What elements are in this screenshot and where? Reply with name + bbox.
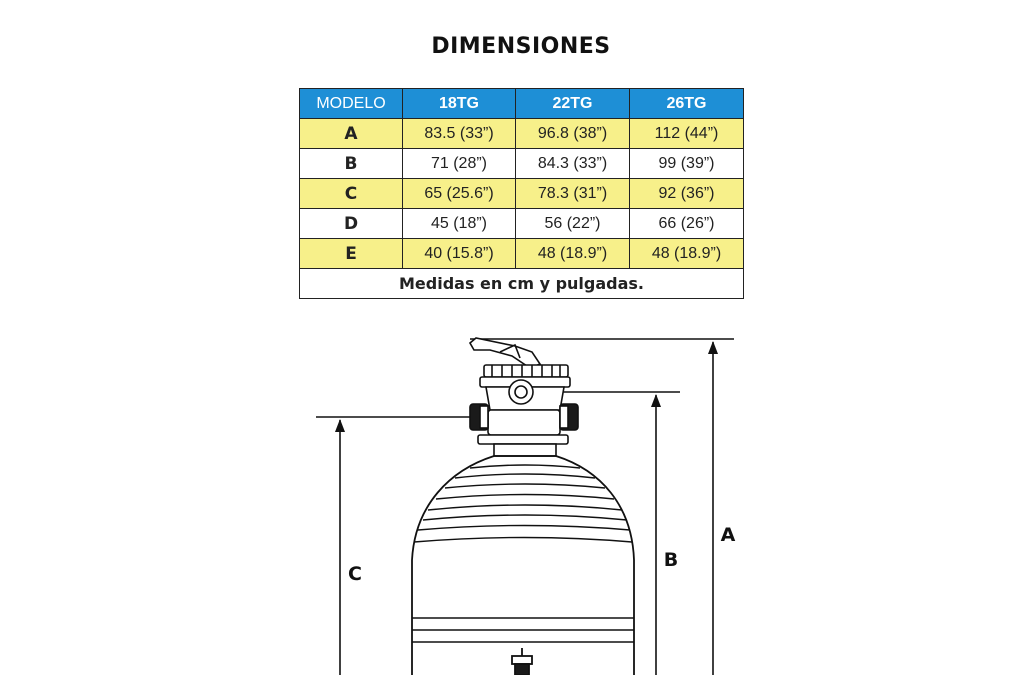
valve-body [478, 365, 570, 444]
tank-neck [494, 444, 556, 456]
header-18tg: 18TG [403, 89, 516, 119]
table-cell: 66 (26”) [630, 209, 744, 239]
table-note: Medidas en cm y pulgadas. [300, 269, 744, 299]
dim-label-c: C [348, 563, 362, 585]
page-title: DIMENSIONES [431, 34, 611, 59]
table-cell: 92 (36”) [630, 179, 744, 209]
dim-label-b: B [663, 549, 679, 571]
table-cell: 45 (18”) [403, 209, 516, 239]
table-cell: 112 (44”) [630, 119, 744, 149]
table-cell: 99 (39”) [630, 149, 744, 179]
table-cell: 71 (28”) [403, 149, 516, 179]
header-26tg: 26TG [630, 89, 744, 119]
header-model: MODELO [300, 89, 403, 119]
dim-label-a: A [720, 524, 736, 546]
table-cell: 40 (15.8”) [403, 239, 516, 269]
header-22tg: 22TG [516, 89, 630, 119]
row-label: D [300, 209, 403, 239]
valve-handle [470, 338, 540, 368]
row-label: B [300, 149, 403, 179]
row-label: C [300, 179, 403, 209]
table-cell: 83.5 (33”) [403, 119, 516, 149]
tank-body [412, 456, 634, 675]
table-cell: 78.3 (31”) [516, 179, 630, 209]
table-cell: 96.8 (38”) [516, 119, 630, 149]
table-cell: 48 (18.9”) [630, 239, 744, 269]
table-cell: 65 (25.6”) [403, 179, 516, 209]
table-cell: 56 (22”) [516, 209, 630, 239]
row-label: A [300, 119, 403, 149]
table-cell: 84.3 (33”) [516, 149, 630, 179]
row-label: E [300, 239, 403, 269]
table-cell: 48 (18.9”) [516, 239, 630, 269]
drain-plug [512, 648, 532, 675]
